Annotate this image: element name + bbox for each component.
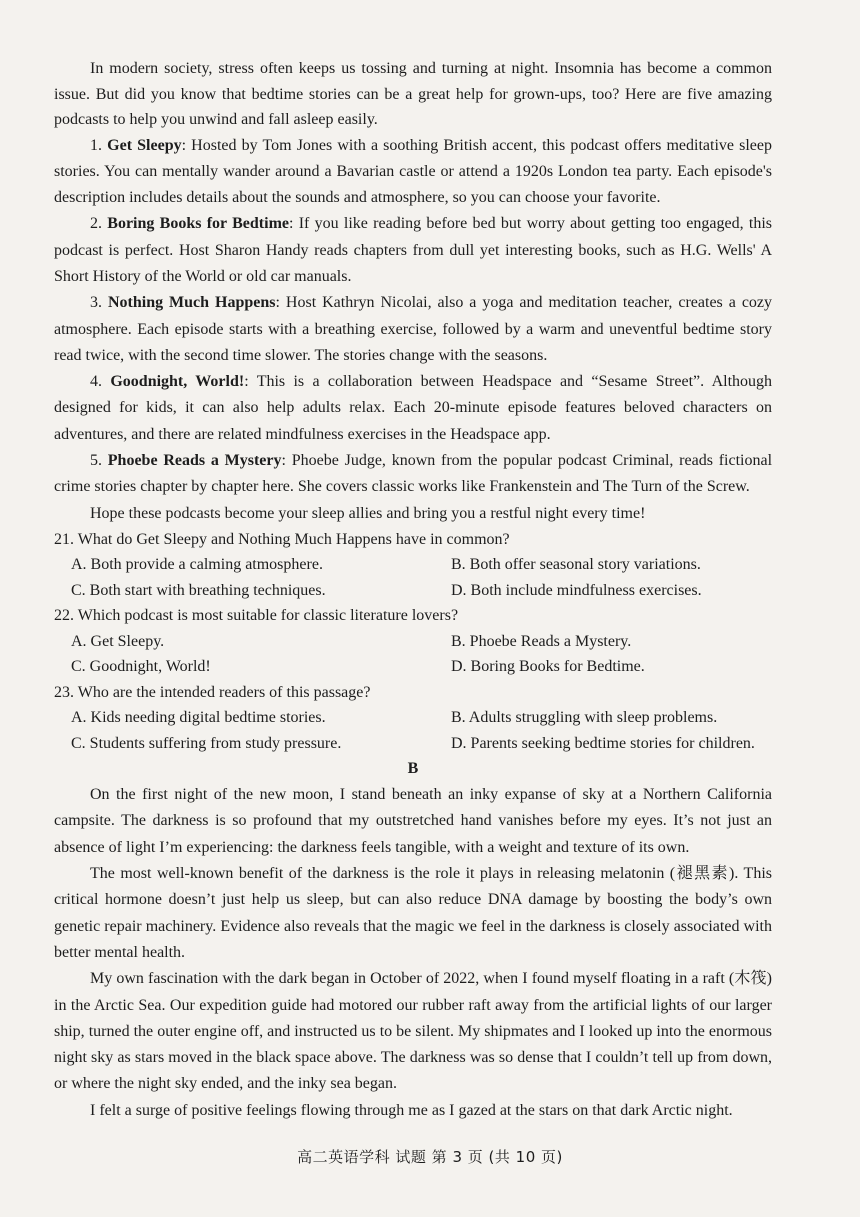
- passage-b: [54, 782, 772, 1124]
- question-stem: 22. Which podcast is most suitable for classic literature lovers?: [54, 607, 459, 625]
- option-a[interactable]: A. Both provide a calming atmosphere.: [71, 556, 323, 574]
- podcast-description: : This is a collaboration between Headspace and “Sesame Street”. Although designed for kids, it can also help adults relax. Each 20-minute episode features beloved characters on adventures, and there are related mindfulness exercises in the Headspace app.: [54, 373, 773, 443]
- option-d[interactable]: D. Boring Books for Bedtime.: [451, 658, 645, 676]
- podcast-title: Nothing Much Happens: [107, 294, 276, 312]
- question-21: [54, 527, 772, 603]
- answer-options: [54, 552, 772, 603]
- passage-b-paragraph-4: I felt a surge of positive feelings flowing through me as I gazed at the stars on that dark Arctic night.: [90, 1101, 733, 1119]
- podcast-item-number: 2.: [90, 215, 108, 233]
- podcast-description: : Hosted by Tom Jones with a soothing British accent, this podcast offers meditative sleep stories. You can mentally wander around a Bavarian castle or attend a 1920s London tea party. Each episode's description includes details about the sounds and atmosphere, so you can choose your favorite.: [54, 136, 773, 207]
- passage-a-closing: Hope these podcasts become your sleep allies and bring you a restful night every time!: [90, 504, 646, 522]
- podcast-title: Phoebe Reads a Mystery: [107, 452, 282, 470]
- option-c[interactable]: C. Both start with breathing techniques.: [71, 581, 326, 599]
- question-23: [54, 680, 772, 756]
- option-b[interactable]: B. Both offer seasonal story variations.: [451, 556, 701, 574]
- podcast-item-number: 5.: [90, 452, 108, 470]
- podcast-item-number: 3.: [90, 294, 108, 312]
- option-c[interactable]: C. Students suffering from study pressure.: [71, 734, 342, 752]
- question-stem: 21. What do Get Sleepy and Nothing Much Happens have in common?: [54, 530, 510, 548]
- questions: [54, 527, 772, 756]
- option-d[interactable]: D. Both include mindfulness exercises.: [451, 581, 702, 599]
- option-d[interactable]: D. Parents seeking bedtime stories for children.: [451, 734, 755, 752]
- podcast-description: : Phoebe Judge, known from the popular podcast Criminal, reads fictional crime stories chapter by chapter here. She covers classic works like Frankenstein and The Turn of the Screw.: [54, 452, 773, 496]
- question-22: [54, 603, 772, 679]
- podcast-item-1: [54, 133, 772, 212]
- podcast-title: Goodnight, World!: [110, 373, 245, 391]
- option-b[interactable]: B. Adults struggling with sleep problems.: [451, 708, 718, 726]
- podcast-item-number: 1.: [90, 136, 108, 154]
- podcast-title: Boring Books for Bedtime: [107, 215, 289, 233]
- page-footer: 高二英语学科 试题 第 3 页 (共 10 页): [297, 1148, 563, 1166]
- passage-b-paragraph-2: The most well-known benefit of the darkness is the role it plays in releasing melatonin (褪黑素). This critical hormone doesn’t just help us sleep, but can also reduce DNA damage by boosting the body’s own genetic repair machinery. Evidence also reveals that the magic we feel in the darkness is closely associated with better mental health.: [54, 865, 772, 961]
- podcast-item-2: [54, 211, 772, 290]
- answer-options: [54, 705, 772, 756]
- podcast-item-4: [54, 369, 772, 448]
- option-a[interactable]: A. Kids needing digital bedtime stories.: [71, 708, 326, 726]
- podcast-item-number: 4.: [90, 373, 111, 391]
- podcast-title: Get Sleepy: [107, 136, 182, 154]
- option-c[interactable]: C. Goodnight, World!: [71, 658, 211, 676]
- passage-b-paragraph-3: My own fascination with the dark began in October of 2022, when I found myself floating in a raft (木筏) in the Arctic Sea. Our expedition guide had motored our rubber raft away from the artificial lights of our larger ship, turned the outer engine off, and instructed us to be silent. My shipmates and I looked up into the enormous night sky as stars moved in the black space above. The darkness was so dense that I couldn’t tell up from down, or where the night sky ended, and the inky sea began.: [54, 970, 772, 1093]
- passage-a-intro: In modern society, stress often keeps us tossing and turning at night. Insomnia has become a common issue. But did you know that bedtime stories can be a great help for grown-ups, too? Here are five amazing podcasts to help you unwind and fall asleep easily.: [54, 60, 772, 128]
- section-b-label: B: [407, 760, 419, 778]
- passage-a: [54, 56, 772, 527]
- podcast-item-3: [54, 290, 772, 369]
- passage-b-paragraph-1: On the first night of the new moon, I stand beneath an inky expanse of sky at a Northern California campsite. The darkness is so profound that my outstretched hand vanishes before my eyes. It’s not just an absence of light I’m experiencing: the darkness feels tangible, with a weight and texture of its own.: [54, 786, 772, 856]
- podcast-description: : Host Kathryn Nicolai, also a yoga and meditation teacher, creates a cozy atmosphere. Each episode starts with a breathing exercise, followed by a warm and uneventful bedtime story read twice, with the second time slower. The stories change with the seasons.: [54, 294, 773, 364]
- podcast-description: : If you like reading before bed but worry about getting too engaged, this podcast is perfect. Host Sharon Handy reads chapters from dull yet interesting books, such as H.G. Wells' A Short History of the World or old car manuals.: [54, 215, 772, 285]
- podcast-item-5: [54, 448, 772, 501]
- question-stem: 23. Who are the intended readers of this passage?: [54, 683, 371, 701]
- option-b[interactable]: B. Phoebe Reads a Mystery.: [451, 632, 632, 650]
- option-a[interactable]: A. Get Sleepy.: [71, 632, 165, 650]
- answer-options: [54, 629, 772, 680]
